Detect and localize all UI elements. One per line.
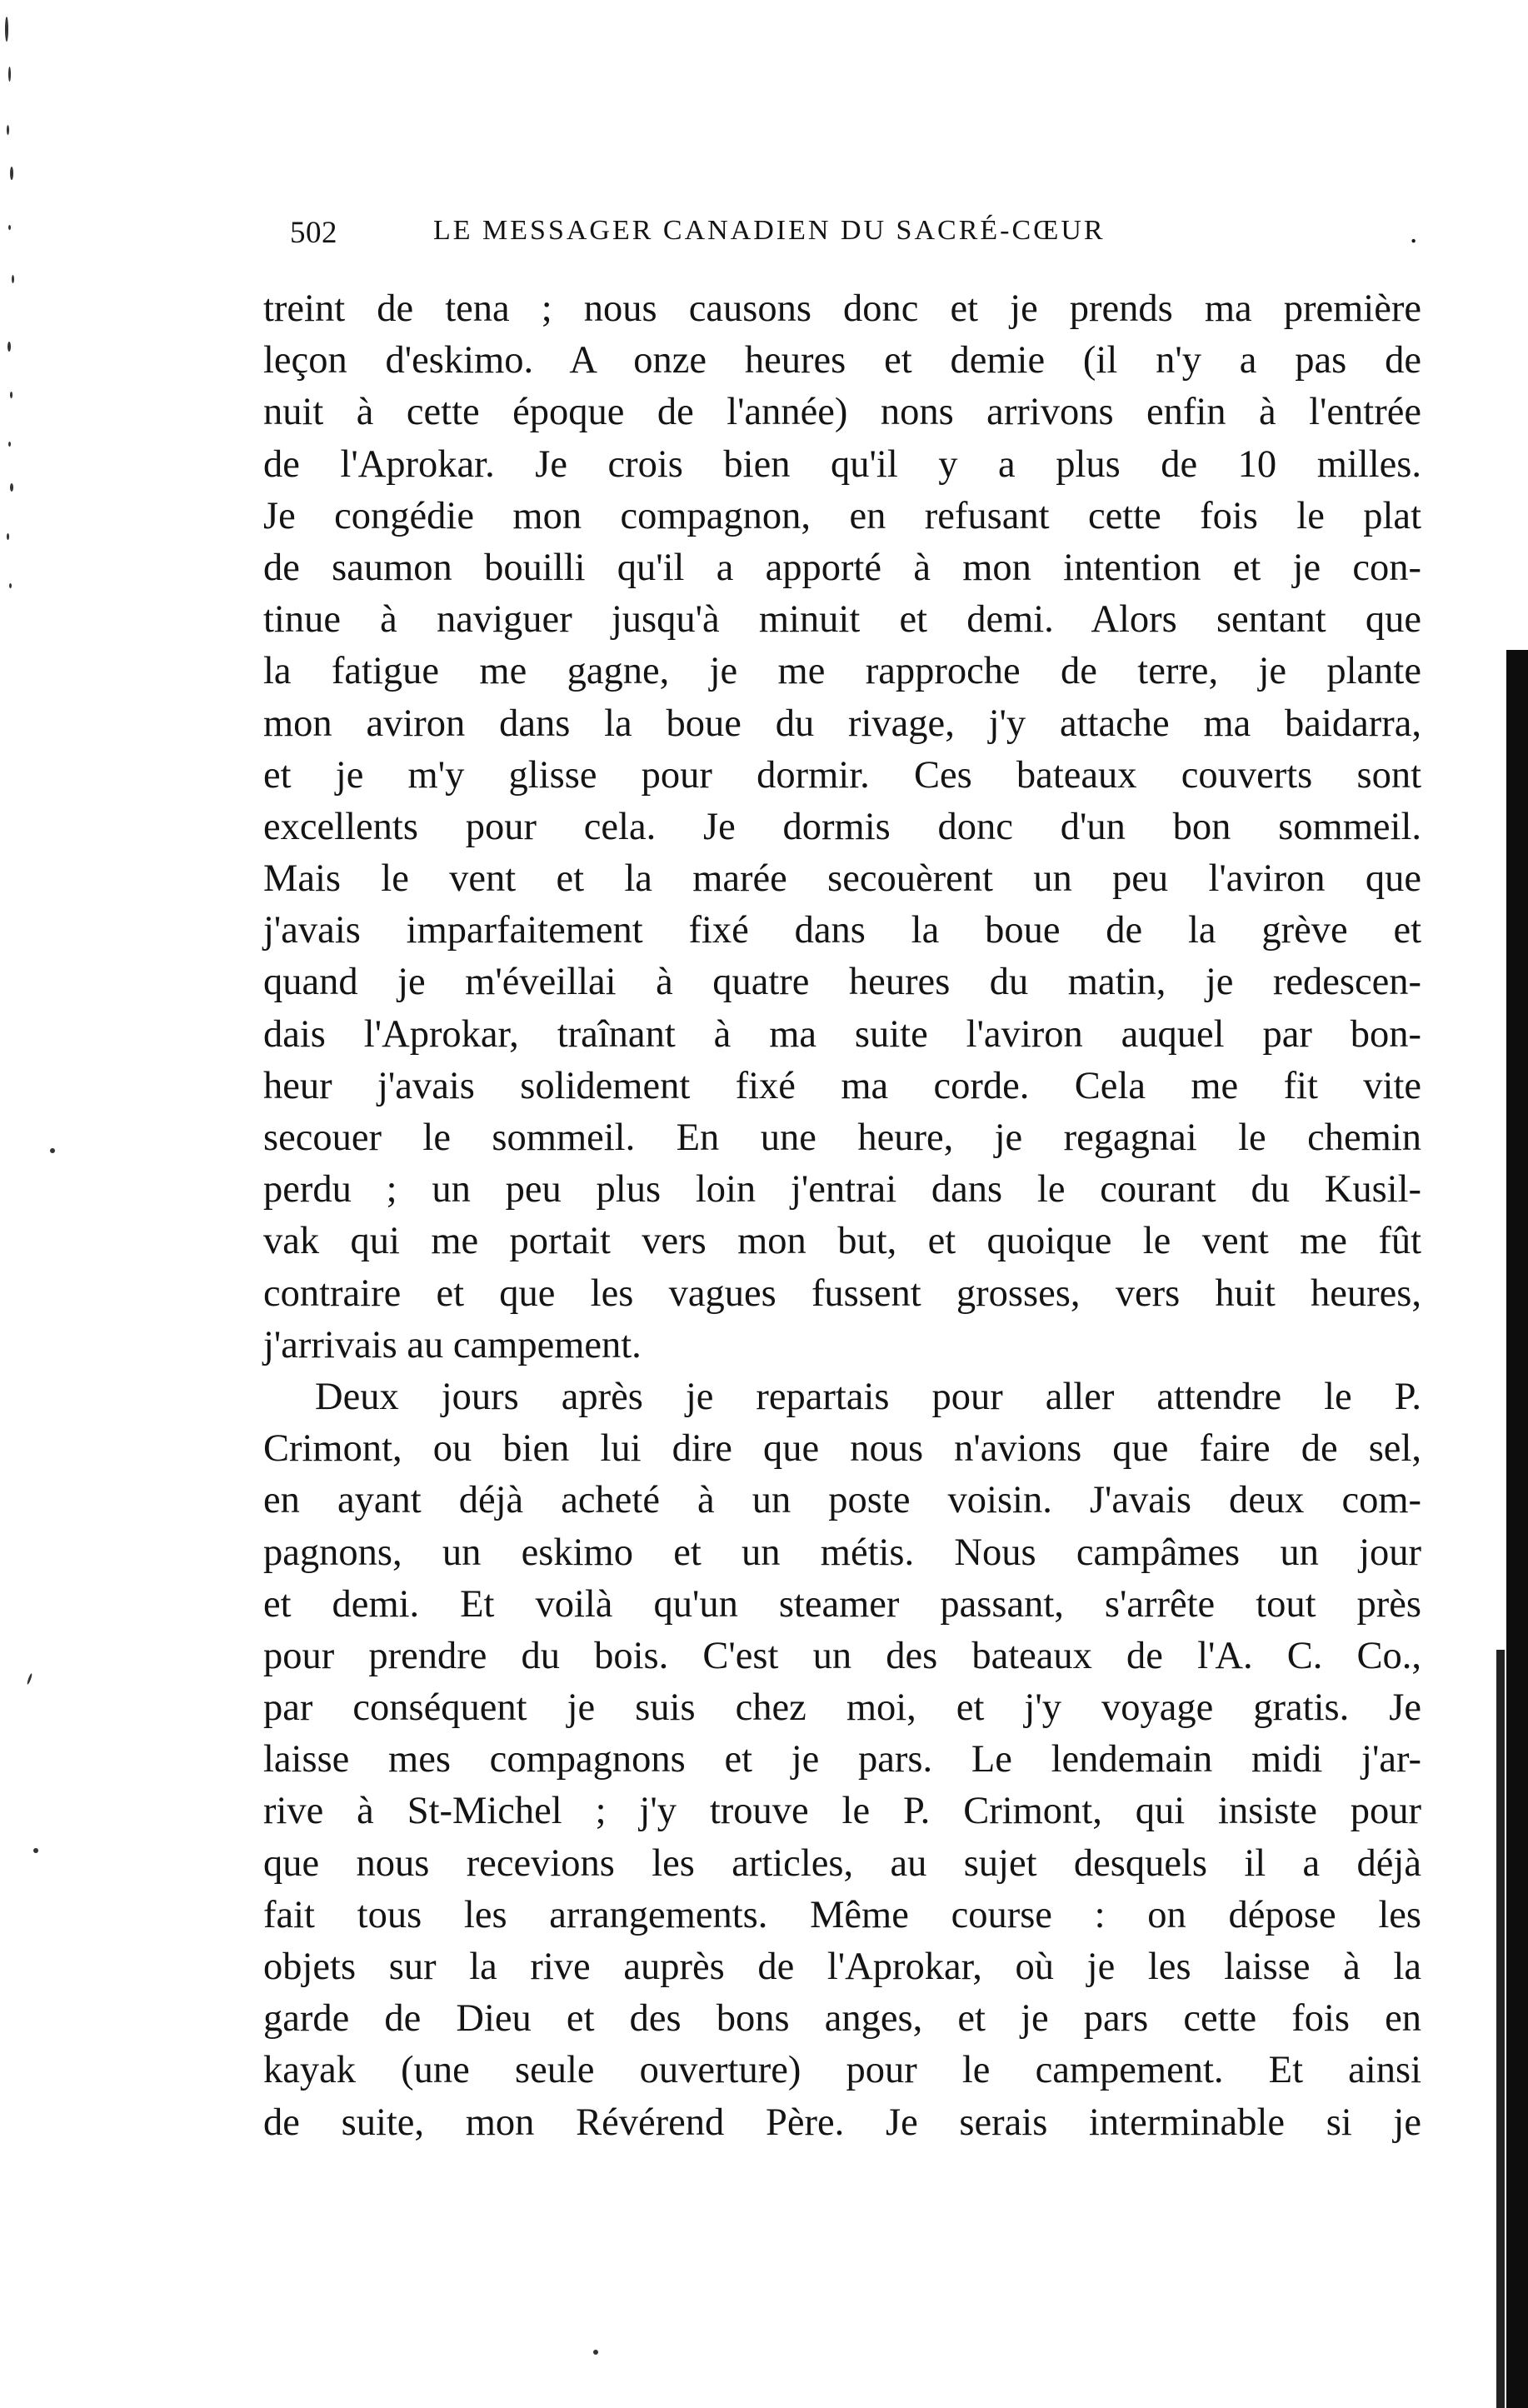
- scan-dot: [593, 2350, 598, 2355]
- text-line: de suite, mon Révérend Père. Je serais interminable si je: [263, 2101, 1421, 2144]
- text-line: treint de tena ; nous causons donc et je prends ma première: [263, 287, 1421, 330]
- scan-dot: [27, 1673, 33, 1685]
- text-line: vak qui me portait vers mon but, et quoique le vent me fût: [263, 1220, 1421, 1263]
- text-line: par conséquent je suis chez moi, et j'y voyage gratis. Je: [263, 1686, 1421, 1730]
- scan-dot: [50, 1148, 55, 1153]
- text-line: contraire et que les vagues fussent grosses, vers huit heures,: [263, 1271, 1421, 1315]
- text-line: que nous recevions les articles, au sujet desquels il a déjà: [263, 1841, 1421, 1885]
- text-line: de l'Aprokar. Je crois bien qu'il y a plus de 10 milles.: [263, 442, 1421, 486]
- text-line: objets sur la rive auprès de l'Aprokar, où je les laisse à la: [263, 1946, 1421, 1988]
- text-line: quand je m'éveillai à quatre heures du matin, je redescen-: [263, 961, 1421, 1004]
- text-line: garde de Dieu et des bons anges, et je pars cette fois en: [263, 1997, 1421, 2041]
- text-line: Mais le vent et la marée secouèrent un peu l'aviron que: [263, 857, 1421, 901]
- scan-margin-shadow: [1496, 1650, 1505, 2408]
- body-text: [263, 283, 1421, 2149]
- text-line: Deux jours après je repartais pour aller attendre le P.: [315, 1375, 1421, 1418]
- text-line: dais l'Aprokar, traînant à ma suite l'aviron auquel par bon-: [263, 1012, 1421, 1056]
- text-line: excellents pour cela. Je dormis donc d'un bon sommeil.: [263, 805, 1421, 848]
- text-line: en ayant déjà acheté à un poste voisin. J'avais deux com-: [263, 1479, 1421, 1522]
- text-line: la fatigue me gagne, je me rapproche de terre, je plante: [263, 650, 1421, 693]
- page-number: 502: [290, 216, 337, 250]
- text-line: et je m'y glisse pour dormir. Ces bateaux couverts sont: [263, 753, 1421, 797]
- text-line: j'arrivais au campement.: [263, 1323, 642, 1366]
- text-line: mon aviron dans la boue du rivage, j'y attache ma baidarra,: [263, 702, 1421, 745]
- text-line: pour prendre du bois. C'est un des bateaux de l'A. C. Co.,: [263, 1634, 1421, 1677]
- text-line: fait tous les arrangements. Même course : on dépose les: [263, 1893, 1421, 1936]
- scan-edge-speckles: [0, 0, 33, 667]
- text-line: et demi. Et voilà qu'un steamer passant, s'arrête tout près: [263, 1582, 1421, 1626]
- text-line: pagnons, un eskimo et un métis. Nous campâmes un jour: [263, 1531, 1421, 1574]
- text-line: nuit à cette époque de l'année) nons arrivons enfin à l'entrée: [263, 391, 1421, 434]
- running-head: [290, 215, 1423, 257]
- text-line: j'avais imparfaitement fixé dans la boue de la grève et: [263, 909, 1421, 952]
- text-line: rive à St-Michel ; j'y trouve le P. Crimont, qui insiste pour: [263, 1790, 1421, 1833]
- text-line: secouer le sommeil. En une heure, je regagnai le chemin: [263, 1117, 1421, 1159]
- text-line: Je congédie mon compagnon, en refusant cette fois le plat: [263, 494, 1421, 537]
- text-line: Crimont, ou bien lui dire que nous n'avions que faire de sel,: [263, 1427, 1421, 1471]
- header-mark: .: [1410, 216, 1418, 250]
- scan-margin-shadow: [1506, 650, 1528, 2408]
- text-line: de saumon bouilli qu'il a apporté à mon intention et je con-: [263, 546, 1421, 589]
- text-line: leçon d'eskimo. A onze heures et demie (il n'y a pas de: [263, 339, 1421, 382]
- text-line: laisse mes compagnons et je pars. Le lendemain midi j'ar-: [263, 1738, 1421, 1781]
- text-line: kayak (une seule ouverture) pour le campement. Et ainsi: [263, 2049, 1421, 2092]
- text-line: tinue à naviguer jusqu'à minuit et demi. Alors sentant que: [263, 598, 1421, 642]
- scan-dot: [33, 1848, 38, 1853]
- journal-title: LE MESSAGER CANADIEN DU SACRÉ-CŒUR: [433, 215, 1106, 246]
- text-line: perdu ; un peu plus loin j'entrai dans le courant du Kusil-: [263, 1168, 1421, 1211]
- text-line: heur j'avais solidement fixé ma corde. Cela me fit vite: [263, 1064, 1421, 1107]
